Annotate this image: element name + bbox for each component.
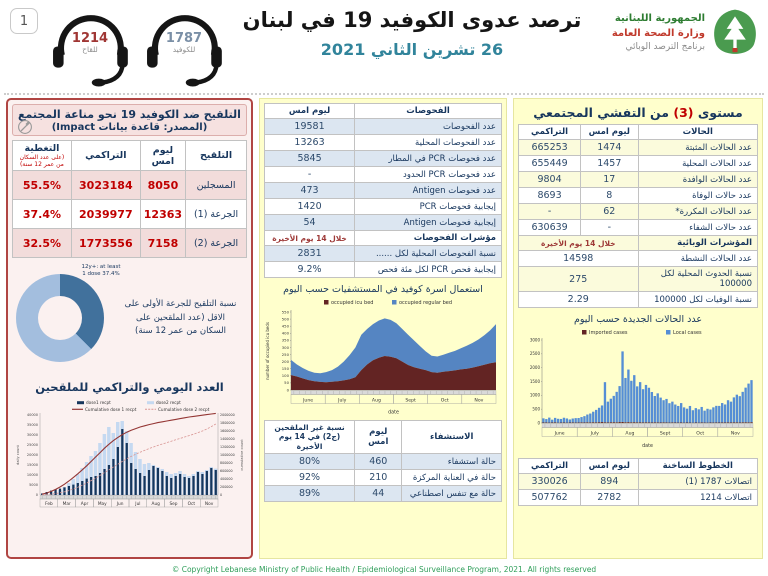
col-header: التراكمي <box>519 125 581 140</box>
hospital-beds-area-chart <box>264 296 502 420</box>
table-row <box>265 231 502 246</box>
col-header: ليوم امس <box>581 125 638 140</box>
hotline-label: للقاح <box>82 44 98 54</box>
row-label: نسبة الوفيات لكل 100000 <box>638 292 758 308</box>
row-value: 8050 <box>140 171 185 200</box>
svg-text:cumulative count: cumulative count <box>239 439 244 472</box>
donut-caption: نسبة التلقيح للجرعة الأولى على الاقل (عدد الملقحين على السكان من عمر 12 سنة) <box>124 298 237 337</box>
table-row <box>519 204 758 220</box>
row-value: 2039977 <box>71 200 140 229</box>
svg-text:800000: 800000 <box>219 461 233 466</box>
table-row <box>519 267 758 292</box>
row-value: 3023184 <box>71 171 140 200</box>
hotline-vaccine-number <box>46 32 134 54</box>
svg-text:5000: 5000 <box>28 483 38 488</box>
tests-table-header <box>265 104 502 119</box>
row-value: 92% <box>265 470 355 486</box>
tests-panel <box>259 98 507 559</box>
vaccination-title: التلقيح ضد الكوفيد 19 نحو مناعة المجتمع <box>18 108 241 121</box>
svg-text:10000: 10000 <box>26 473 38 478</box>
svg-text:June: June <box>554 431 565 437</box>
row-label: حالة استشفاء <box>402 454 502 470</box>
row-label: نسبة الحدوث المحلية لكل 100000 <box>638 267 758 292</box>
coverage-note: (على عدد السكان من عمر 12 سنة) <box>19 154 65 169</box>
row-label: إيجابية فحص PCR لكل مئة فحص <box>355 262 502 278</box>
header-divider <box>4 93 764 95</box>
svg-text:dose2 recpt: dose2 recpt <box>155 400 181 406</box>
svg-text:Cumulative dose 2 recpt: Cumulative dose 2 recpt <box>157 407 209 413</box>
table-row <box>265 167 502 183</box>
svg-text:250: 250 <box>281 351 289 357</box>
cases-table-header <box>519 125 758 140</box>
row-label: نسبة الفحوصات المحلية لكل ...... <box>355 246 502 262</box>
tests-table <box>264 103 502 278</box>
svg-text:number of occupied icu beds: number of occupied icu beds <box>265 321 270 381</box>
svg-text:500: 500 <box>532 406 540 412</box>
svg-text:100: 100 <box>281 373 289 379</box>
svg-text:occupied regular bed: occupied regular bed <box>399 300 453 306</box>
donut-chart-wrap <box>14 264 121 366</box>
row-label: المسجلين <box>186 171 247 200</box>
hotline-label: للكوفيد <box>172 44 196 54</box>
svg-text:200: 200 <box>281 358 289 364</box>
row-value: 1773556 <box>71 229 140 258</box>
row-value: خلال 14 يوم الأخيرة <box>519 236 639 251</box>
table-row <box>265 262 502 278</box>
col-header: نسبة غير الملقحين (ج2) في 14 يوم الأخيرة <box>265 421 355 454</box>
col-header: ليوم امس <box>581 459 638 474</box>
row-label: عدد الحالات الوافدة <box>638 172 758 188</box>
svg-text:May: May <box>97 502 107 508</box>
svg-text:Oct: Oct <box>440 398 449 404</box>
table-row <box>13 171 247 200</box>
bar-chart-svg <box>518 326 758 450</box>
svg-text:20000: 20000 <box>26 453 38 458</box>
row-value: 210 <box>355 470 402 486</box>
row-value: 2782 <box>581 490 638 506</box>
row-value: 1474 <box>581 140 638 156</box>
table-row <box>265 470 502 486</box>
coverage-header: التغطية <box>24 143 60 154</box>
row-label: إيجابية فحوصات Antigen <box>355 215 502 231</box>
row-label: عدد الفحوصات <box>355 119 502 135</box>
hotline-number: 1214 <box>71 31 109 46</box>
row-label: اتصالات 1787 (1) <box>638 474 758 490</box>
svg-text:June: June <box>303 398 314 404</box>
row-value: 32.5% <box>13 229 72 258</box>
community-spread-panel <box>513 98 763 559</box>
row-label: مؤشرات الفحوصات <box>355 231 502 246</box>
row-value: 894 <box>581 474 638 490</box>
table-row <box>519 188 758 204</box>
svg-text:0: 0 <box>286 387 289 393</box>
row-value: 9804 <box>519 172 581 188</box>
gov-line1: الجمهورية اللبنانية <box>614 13 705 25</box>
svg-text:1800000: 1800000 <box>219 421 235 426</box>
report-header <box>0 0 768 92</box>
page-number: 1 <box>10 8 38 34</box>
table-row <box>519 474 758 490</box>
row-value: 19581 <box>265 119 355 135</box>
title-prefix: مستوى <box>693 105 743 120</box>
table-row <box>519 140 758 156</box>
svg-text:2500: 2500 <box>529 351 540 357</box>
col-header: ليوم امس <box>355 421 402 454</box>
svg-text:Sep: Sep <box>168 502 178 508</box>
table-row <box>519 490 758 506</box>
svg-text:300: 300 <box>281 344 289 350</box>
col-header: ليوم امس <box>265 104 355 119</box>
svg-text:dose1 recpt: dose1 recpt <box>85 400 111 406</box>
svg-text:1200000: 1200000 <box>219 445 235 450</box>
row-value: 13263 <box>265 135 355 151</box>
vaccination-title-box <box>12 104 247 136</box>
gov-line2: وزارة الصحة العامة <box>611 28 705 40</box>
table-row <box>519 156 758 172</box>
svg-text:25000: 25000 <box>26 443 38 448</box>
row-value: 89% <box>265 486 355 502</box>
svg-text:Nov: Nov <box>204 502 213 508</box>
row-value: 1420 <box>265 199 355 215</box>
donut-data-label: 12y+: at least 1 dose 37.4% <box>81 264 121 278</box>
svg-text:Jul: Jul <box>134 502 140 508</box>
row-label: عدد فحوصات PCR الحدود <box>355 167 502 183</box>
vaccination-panel <box>6 98 253 559</box>
row-value: 2.29 <box>519 292 639 308</box>
svg-text:50: 50 <box>284 380 289 386</box>
table-row <box>265 119 502 135</box>
new-cases-bar-chart <box>518 326 758 454</box>
vaccination-chart-title: العدد اليومي والتراكمي للملقحين <box>35 380 224 395</box>
col-header: الاستشفاء <box>402 421 502 454</box>
table-row <box>265 199 502 215</box>
table-row <box>519 220 758 236</box>
svg-text:35000: 35000 <box>26 423 38 428</box>
svg-text:1500: 1500 <box>529 378 540 384</box>
svg-text:550: 550 <box>281 309 289 315</box>
svg-text:500: 500 <box>281 316 289 322</box>
table-row <box>265 454 502 470</box>
report-date: 26 تشرين الثاني 2021 <box>320 40 504 59</box>
hospitalization-table-header <box>265 421 502 454</box>
spread-level-value: (3) <box>673 105 694 120</box>
hospitalization-table <box>264 420 502 502</box>
col-header: التلقيح <box>186 141 247 171</box>
svg-text:450: 450 <box>281 323 289 329</box>
svg-text:30000: 30000 <box>26 433 38 438</box>
row-label: عدد فحوصات Antigen <box>355 183 502 199</box>
row-value: - <box>265 167 355 183</box>
svg-text:July: July <box>590 431 599 437</box>
row-value: 55.5% <box>13 171 72 200</box>
col-header: الحالات <box>638 125 758 140</box>
vaccination-table-header <box>13 141 247 171</box>
svg-text:Aug: Aug <box>371 398 381 404</box>
row-value: 5845 <box>265 151 355 167</box>
table-row <box>265 246 502 262</box>
svg-text:Local cases: Local cases <box>673 330 702 336</box>
row-value: 507762 <box>519 490 581 506</box>
svg-text:Feb: Feb <box>44 502 53 508</box>
ministry-branding <box>612 8 760 58</box>
row-value: 275 <box>519 267 639 292</box>
row-value: 80% <box>265 454 355 470</box>
row-label: عدد الحالات النشطة <box>638 251 758 267</box>
vaccination-table <box>12 140 247 258</box>
report-title: ترصد عدوى الكوفيد 19 في لبنان <box>242 8 582 32</box>
vaccination-subtitle: (المصدر: قاعدة بيانات Impact) <box>51 122 208 133</box>
hotline-covid <box>140 6 228 84</box>
col-header: التراكمي <box>71 141 140 171</box>
row-label: حالة مع تنفس اصطناعي <box>402 486 502 502</box>
new-cases-chart-title: عدد الحالات الجديدة حسب اليوم <box>573 314 702 325</box>
col-header: الفحوصات <box>355 104 502 119</box>
svg-text:400: 400 <box>281 330 289 336</box>
svg-text:Imported cases: Imported cases <box>589 330 628 336</box>
svg-text:400000: 400000 <box>219 477 233 482</box>
svg-text:Sept: Sept <box>405 398 416 404</box>
table-row <box>265 215 502 231</box>
row-value: 12363 <box>140 200 185 229</box>
first-dose-donut-block <box>14 264 245 366</box>
svg-text:40000: 40000 <box>26 413 38 418</box>
table-row <box>13 200 247 229</box>
svg-text:350: 350 <box>281 337 289 343</box>
row-value: 9.2% <box>265 262 355 278</box>
table-row <box>519 251 758 267</box>
row-value: 460 <box>355 454 402 470</box>
svg-text:date: date <box>388 410 399 416</box>
row-value: خلال 14 يوم الأخيرة <box>265 231 355 246</box>
ministry-text <box>612 11 705 55</box>
row-label: عدد فحوصات PCR في المطار <box>355 151 502 167</box>
hotline-number: 1787 <box>165 31 203 46</box>
row-label: إيجابية فحوصات PCR <box>355 199 502 215</box>
svg-text:Cumulative dose 1 recpt: Cumulative dose 1 recpt <box>84 407 136 413</box>
title-suffix: من التفشي المجتمعي <box>533 105 674 120</box>
svg-text:1000000: 1000000 <box>219 453 235 458</box>
row-label: الجرعة (2) <box>186 229 247 258</box>
row-value: - <box>519 204 581 220</box>
row-value: 62 <box>581 204 638 220</box>
beds-chart-title: استعمال اسرة كوفيد في المستشفيات حسب اليوم <box>283 284 483 295</box>
combo-chart-svg <box>15 398 245 512</box>
table-row <box>265 486 502 502</box>
svg-text:Nov: Nov <box>730 431 740 437</box>
svg-text:0: 0 <box>219 493 222 498</box>
table-row <box>519 172 758 188</box>
svg-text:occupied icu bed: occupied icu bed <box>331 300 374 306</box>
row-label: عدد حالات الشفاء <box>638 220 758 236</box>
row-label: عدد حالات الوفاة <box>638 188 758 204</box>
svg-text:3000: 3000 <box>529 337 540 343</box>
hotline-vaccine <box>46 6 134 84</box>
area-chart-svg <box>264 296 502 416</box>
moph-logo <box>710 8 760 58</box>
row-value: 655449 <box>519 156 581 172</box>
svg-text:Aug: Aug <box>151 502 160 508</box>
svg-text:15000: 15000 <box>26 463 38 468</box>
row-value: 8 <box>581 188 638 204</box>
col-header: ليوم امس <box>140 141 185 171</box>
hotline-table <box>518 458 758 506</box>
svg-text:Aug: Aug <box>625 431 635 437</box>
row-label: عدد الحالات المكررة* <box>638 204 758 220</box>
col-header: الخطوط الساخنة <box>638 459 758 474</box>
row-value: 2831 <box>265 246 355 262</box>
svg-text:1400000: 1400000 <box>219 437 235 442</box>
svg-text:July: July <box>338 398 347 404</box>
row-label: عدد الحالات المحلية <box>638 156 758 172</box>
syringe-icon <box>17 119 33 135</box>
hotline-covid-number <box>140 32 228 54</box>
svg-text:0: 0 <box>537 420 540 426</box>
svg-text:150: 150 <box>281 366 289 372</box>
row-value: 14598 <box>519 251 639 267</box>
table-row <box>13 229 247 258</box>
svg-text:Mar: Mar <box>62 502 71 508</box>
row-value: 37.4% <box>13 200 72 229</box>
svg-text:200000: 200000 <box>219 485 233 490</box>
row-value: 630639 <box>519 220 581 236</box>
table-row <box>265 183 502 199</box>
svg-text:Oct: Oct <box>187 502 195 508</box>
svg-text:1000: 1000 <box>529 392 540 398</box>
svg-text:600000: 600000 <box>219 469 233 474</box>
cases-table <box>518 124 758 308</box>
col-header: التراكمي <box>519 459 581 474</box>
row-value: 330026 <box>519 474 581 490</box>
row-label: الجرعة (1) <box>186 200 247 229</box>
row-label: حالة في العناية المركزة <box>402 470 502 486</box>
copyright-notice: © Copyright Lebanese Ministry of Public Health / Epidemiological Surveillance Program, 2021. All rights reserved <box>171 565 597 574</box>
row-value: 8693 <box>519 188 581 204</box>
row-label: عدد الحالات المثبتة <box>638 140 758 156</box>
svg-text:2000: 2000 <box>529 365 540 371</box>
svg-text:Apr: Apr <box>80 502 88 508</box>
hotline-table-header <box>519 459 758 474</box>
row-value: 665253 <box>519 140 581 156</box>
spread-level-title <box>518 105 758 120</box>
row-label: اتصالات 1214 <box>638 490 758 506</box>
row-value: - <box>581 220 638 236</box>
gov-line3: برنامج الترصد الوبائي <box>625 42 705 53</box>
svg-text:Nov: Nov <box>474 398 484 404</box>
table-row <box>265 151 502 167</box>
dashboard-body <box>6 98 762 559</box>
svg-text:daily count: daily count <box>15 445 20 466</box>
row-value: 44 <box>355 486 402 502</box>
row-label: عدد الفحوصات المحلية <box>355 135 502 151</box>
row-value: 1457 <box>581 156 638 172</box>
table-row <box>265 135 502 151</box>
svg-text:2000000: 2000000 <box>219 413 235 418</box>
svg-text:Oct: Oct <box>696 431 705 437</box>
svg-text:date: date <box>642 444 653 449</box>
svg-text:0: 0 <box>35 493 38 498</box>
svg-text:1600000: 1600000 <box>219 429 235 434</box>
row-value: 54 <box>265 215 355 231</box>
svg-text:Jun: Jun <box>116 502 123 508</box>
row-value: 17 <box>581 172 638 188</box>
table-row <box>519 236 758 251</box>
row-value: 473 <box>265 183 355 199</box>
table-row <box>519 292 758 308</box>
svg-text:Sept: Sept <box>659 431 671 437</box>
row-value: 7158 <box>140 229 185 258</box>
local-bars <box>542 351 752 422</box>
row-label: المؤشرات الوبائية <box>638 236 758 251</box>
vaccination-combo-chart <box>15 398 245 516</box>
page-title <box>232 8 592 59</box>
col-header <box>13 141 72 171</box>
